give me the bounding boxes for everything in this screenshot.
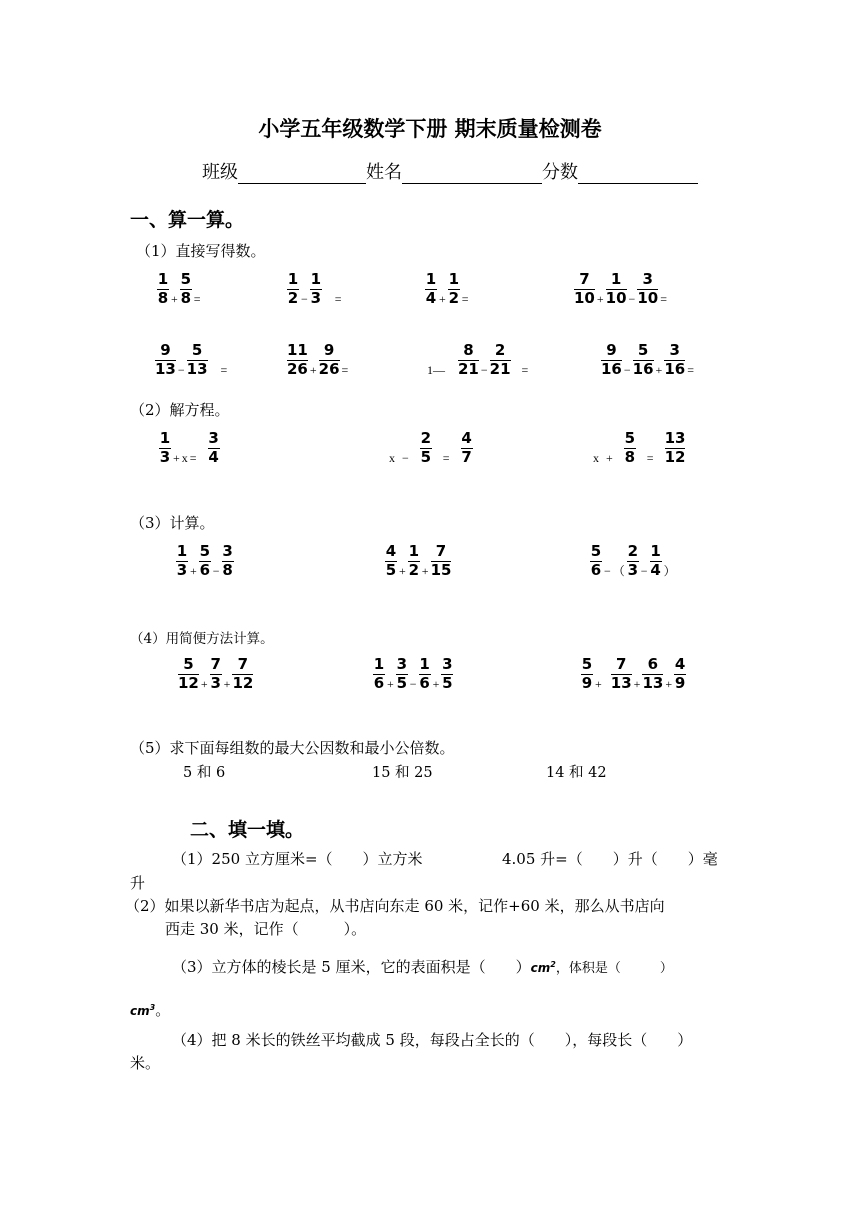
fraction: $\frac{3}{4}$ <box>208 429 219 466</box>
expr-r1-2: $\frac{1}{2}$ − $\frac{1}{3}$ = <box>287 270 342 307</box>
expr-r2-1: $\frac{9}{13}$ − $\frac{5}{13}$ = <box>155 341 228 378</box>
expr-r1-4: $\frac{7}{10}$ + $\frac{1}{10}$ − $\frac{3}{10}$ = <box>574 270 667 307</box>
fill-q3: （3）立方体的棱长是 5 厘米，它的表面积是（ ）$cm^2$，体积是（ ） <box>172 958 673 976</box>
fraction: $\frac{1}{10}$ <box>605 270 627 307</box>
fill-q2a: （2）如果以新华书店为起点，从书店向东走 60 米，记作+60 米，那么从书店向 <box>125 897 665 915</box>
simple-calc-3: $\frac{5}{9}$ + $\frac{7}{13}$ + $\frac{6}{13}$ + $\frac{4}{9}$ <box>581 655 686 692</box>
fraction: $\frac{1}{6}$ <box>373 655 385 692</box>
fraction: $\frac{7}{12}$ <box>232 655 254 692</box>
fraction: $\frac{9}{13}$ <box>155 341 176 378</box>
fraction: $\frac{1}{6}$ <box>419 655 430 692</box>
name-blank[interactable] <box>402 163 542 184</box>
fraction: $\frac{2}{21}$ <box>489 341 511 378</box>
fraction: $\frac{1}{4}$ <box>425 270 437 307</box>
expr-r2-3: 1— $\frac{8}{21}$ − $\frac{2}{21}$ = <box>427 341 529 378</box>
sub2-label: （2）解方程。 <box>130 401 230 419</box>
fill-q1a: （1）250 立方厘米=（ ）立方米 <box>172 850 423 868</box>
fraction: $\frac{5}{9}$ <box>581 655 593 692</box>
score-blank[interactable] <box>578 163 698 184</box>
number-pair-1: 5 和 6 <box>183 765 226 781</box>
fraction: $\frac{4}{9}$ <box>674 655 686 692</box>
fill-q2b: 西走 30 米，记作（ ）。 <box>165 920 367 938</box>
fill-q1c: 升 <box>130 874 146 892</box>
fraction: $\frac{1}{4}$ <box>650 542 661 579</box>
fraction: $\frac{1}{2}$ <box>287 270 299 307</box>
class-blank[interactable] <box>238 163 366 184</box>
equation-3: x + $\frac{5}{8}$ = $\frac{13}{12}$ <box>593 429 686 466</box>
number-pair-2: 15 和 25 <box>372 765 433 781</box>
fraction: $\frac{13}{12}$ <box>664 429 686 466</box>
fraction: $\frac{7}{3}$ <box>210 655 221 692</box>
sub5-label: （5）求下面每组数的最大公因数和最小公倍数。 <box>130 739 455 757</box>
name-label: 姓名 <box>366 162 402 183</box>
expr-r1-1: $\frac{1}{8}$ + $\frac{5}{8}$ = <box>157 270 201 307</box>
fraction: $\frac{5}{16}$ <box>632 341 654 378</box>
square-cm-unit: $cm^2$ <box>530 960 556 975</box>
fraction: $\frac{1}{2}$ <box>448 270 459 307</box>
class-label: 班级 <box>202 162 238 183</box>
calc-3: $\frac{5}{6}$ − （ $\frac{2}{3}$ − $\frac{1}{4}$ ） <box>590 542 676 579</box>
fraction: $\frac{1}{3}$ <box>176 542 188 579</box>
equation-2: x − $\frac{2}{5}$ = $\frac{4}{7}$ <box>389 429 472 466</box>
fraction: $\frac{3}{10}$ <box>637 270 659 307</box>
calc-1: $\frac{1}{3}$ + $\frac{5}{6}$ − $\frac{3}{8}$ <box>176 542 233 579</box>
fraction: $\frac{4}{5}$ <box>385 542 397 579</box>
equation-1: $\frac{1}{3}$ + x = $\frac{3}{4}$ <box>159 429 219 466</box>
fraction: $\frac{7}{15}$ <box>430 542 452 579</box>
fraction: $\frac{9}{26}$ <box>318 341 340 378</box>
fraction: $\frac{9}{16}$ <box>601 341 622 378</box>
fraction: $\frac{5}{12}$ <box>178 655 199 692</box>
fraction: $\frac{5}{8}$ <box>180 270 191 307</box>
fraction: $\frac{2}{5}$ <box>420 429 431 466</box>
fraction: $\frac{3}{5}$ <box>396 655 407 692</box>
calc-2: $\frac{4}{5}$ + $\frac{1}{2}$ + $\frac{7}{15}$ <box>385 542 452 579</box>
fraction: $\frac{2}{3}$ <box>627 542 639 579</box>
fill-q4b: 米。 <box>130 1054 161 1072</box>
fraction: $\frac{8}{21}$ <box>458 341 479 378</box>
fraction: $\frac{5}{8}$ <box>624 429 635 466</box>
fraction: $\frac{3}{16}$ <box>664 341 686 378</box>
fraction: $\frac{3}{8}$ <box>222 542 233 579</box>
fill-q3-end: $cm^3$。 <box>130 1001 171 1019</box>
expr-r1-3: $\frac{1}{4}$ + $\frac{1}{2}$ = <box>425 270 469 307</box>
section2-heading: 二、填一填。 <box>190 819 305 841</box>
fraction: $\frac{1}{3}$ <box>310 270 321 307</box>
fraction: $\frac{1}{3}$ <box>159 429 171 466</box>
expr-r2-4: $\frac{9}{16}$ − $\frac{5}{16}$ + $\frac{3}{16}$ = <box>601 341 694 378</box>
expr-r2-2: $\frac{11}{26}$ + $\frac{9}{26}$ = <box>287 341 349 378</box>
number-pair-3: 14 和 42 <box>546 765 607 781</box>
fraction: $\frac{5}{6}$ <box>590 542 602 579</box>
sub4-label: （4）用简便方法计算。 <box>130 631 274 647</box>
fraction: $\frac{6}{13}$ <box>642 655 664 692</box>
simple-calc-1: $\frac{5}{12}$ + $\frac{7}{3}$ + $\frac{7}{12}$ <box>178 655 254 692</box>
fraction: $\frac{5}{13}$ <box>186 341 208 378</box>
cubic-cm-unit: $cm^3$ <box>130 1003 156 1018</box>
fraction: $\frac{1}{8}$ <box>157 270 169 307</box>
fraction: $\frac{5}{6}$ <box>199 542 210 579</box>
fraction: $\frac{4}{7}$ <box>461 429 472 466</box>
fraction: $\frac{7}{10}$ <box>574 270 595 307</box>
fraction: $\frac{1}{2}$ <box>408 542 419 579</box>
sub1-label: （1）直接写得数。 <box>136 242 266 260</box>
fill-q1b: 4.05 升=（ ）升（ ）毫 <box>502 850 718 868</box>
page-title: 小学五年级数学下册 期末质量检测卷 <box>258 116 602 141</box>
simple-calc-2: $\frac{1}{6}$ + $\frac{3}{5}$ − $\frac{1}{6}$ + $\frac{3}{5}$ <box>373 655 453 692</box>
student-info <box>202 158 698 184</box>
fraction: $\frac{7}{13}$ <box>610 655 632 692</box>
score-label: 分数 <box>542 162 578 183</box>
fraction: $\frac{3}{5}$ <box>442 655 453 692</box>
fill-q4a: （4）把 8 米长的铁丝平均截成 5 段，每段占全长的（ ），每段长（ ） <box>172 1031 693 1049</box>
sub3-label: （3）计算。 <box>130 514 215 532</box>
fraction: $\frac{11}{26}$ <box>287 341 308 378</box>
section1-heading: 一、算一算。 <box>130 209 245 231</box>
